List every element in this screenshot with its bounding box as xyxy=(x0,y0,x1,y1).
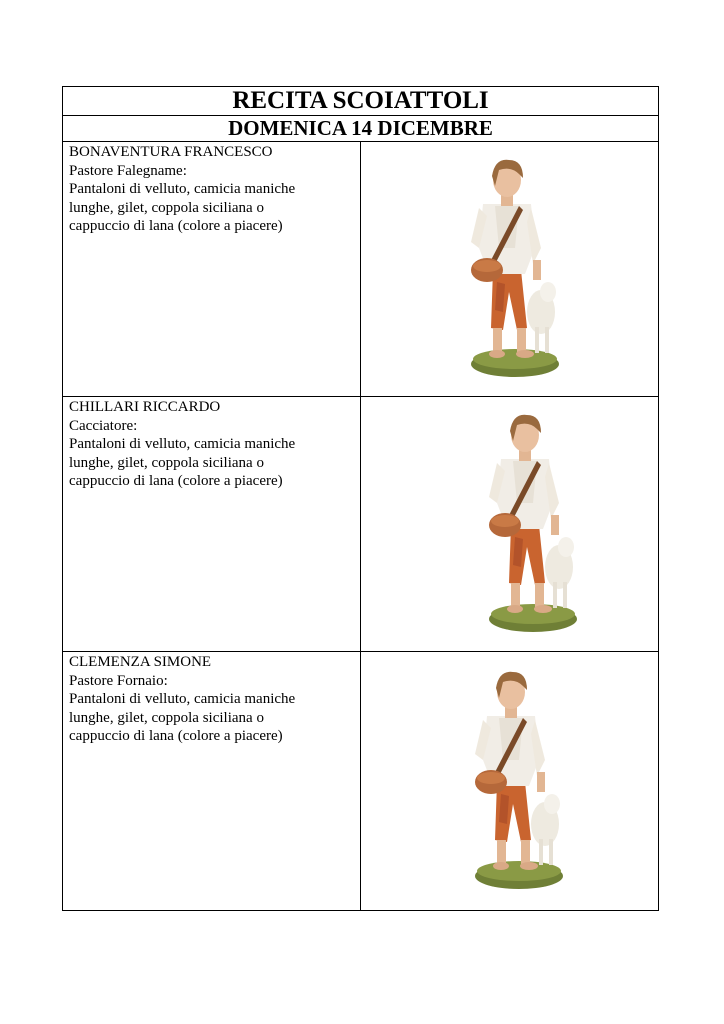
costume-line: cappuccio di lana (colore a piacere) xyxy=(69,218,283,234)
role-title: Cacciatore: xyxy=(69,417,138,434)
roles-table xyxy=(62,86,659,911)
role-title: Pastore Fornaio: xyxy=(69,672,168,689)
costume-line: lunghe, gilet, coppola siciliana o xyxy=(69,709,264,726)
table-row xyxy=(63,397,659,652)
role-description-cell xyxy=(63,397,361,652)
costume-line: cappuccio di lana (colore a piacere) xyxy=(69,728,283,744)
costume-line: cappuccio di lana (colore a piacere) xyxy=(69,473,283,489)
document-sheet xyxy=(62,86,659,911)
table-row xyxy=(63,142,659,397)
actor-name: CHILLARI RICCARDO xyxy=(69,399,221,415)
costume-line: lunghe, gilet, coppola siciliana o xyxy=(69,454,264,471)
costume-line: Pantaloni di velluto, camicia maniche xyxy=(69,181,296,197)
role-description-cell xyxy=(63,652,361,911)
role-description-cell xyxy=(63,142,361,397)
document-title: RECITA SCOIATTOLI xyxy=(63,87,659,116)
costume-line: lunghe, gilet, coppola siciliana o xyxy=(69,199,264,216)
event-date: DOMENICA 14 DICEMBRE xyxy=(63,116,659,142)
title-row xyxy=(63,87,659,116)
shepherd-figurine-image xyxy=(457,664,577,894)
costume-image-cell xyxy=(361,142,659,397)
role-title: Pastore Falegname: xyxy=(69,162,187,179)
actor-name: CLEMENZA SIMONE xyxy=(69,654,212,670)
shepherd-figurine-image xyxy=(453,152,573,382)
table-row xyxy=(63,652,659,911)
actor-name: BONAVENTURA FRANCESCO xyxy=(69,144,273,160)
shepherd-figurine-image xyxy=(471,407,591,637)
costume-image-cell xyxy=(361,652,659,911)
costume-line: Pantaloni di velluto, camicia maniche xyxy=(69,436,296,452)
costume-image-cell xyxy=(361,397,659,652)
date-row xyxy=(63,116,659,142)
costume-line: Pantaloni di velluto, camicia maniche xyxy=(69,691,296,707)
